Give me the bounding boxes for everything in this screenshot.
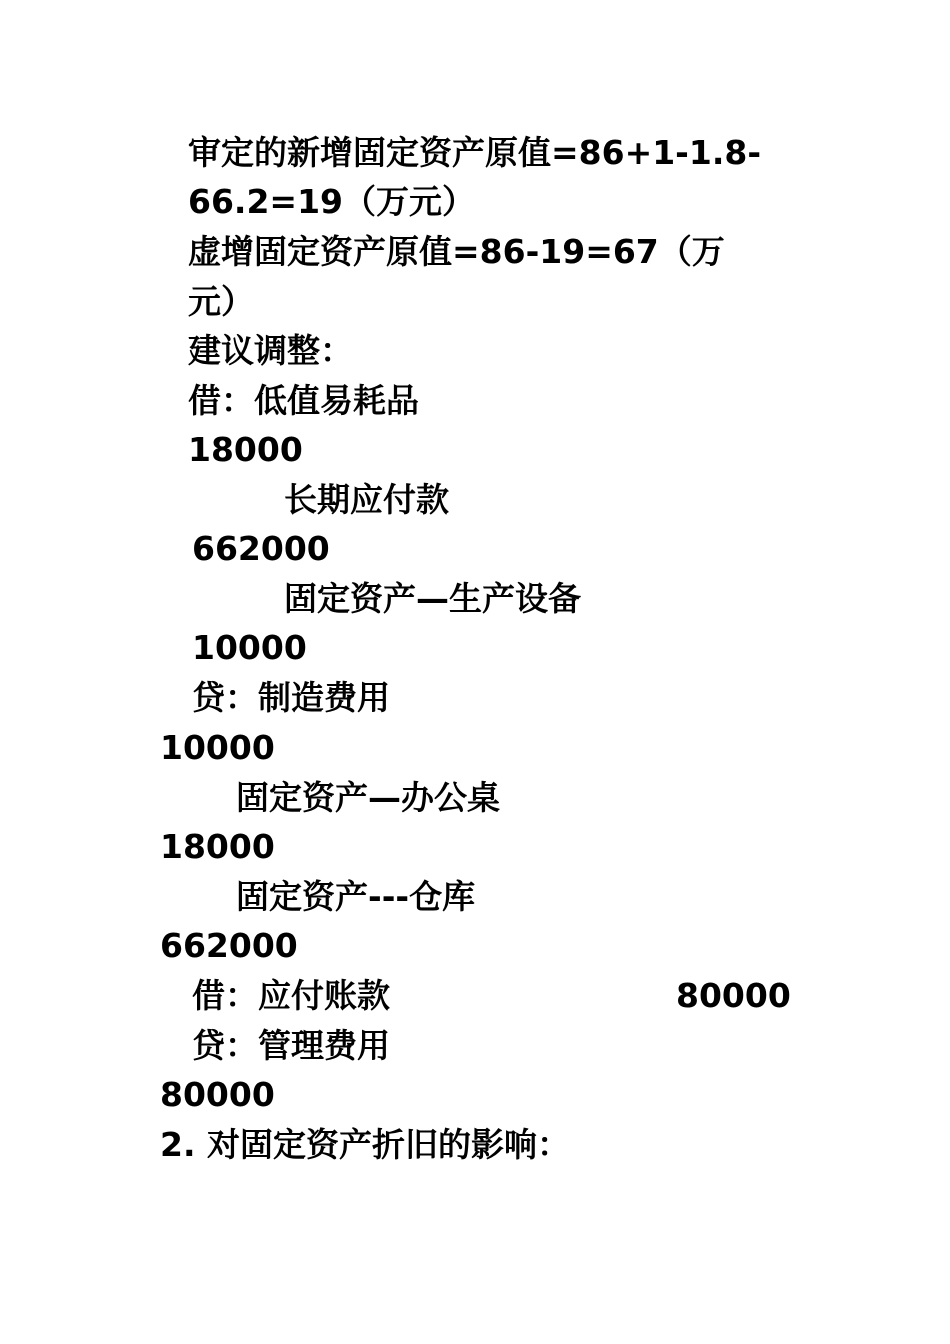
text-line: 固定资产—生产设备 (284, 579, 581, 618)
text-line: 662000 (192, 529, 330, 568)
text-line: 80000 (160, 1075, 275, 1114)
text-line: 10000 (160, 728, 275, 767)
text-line: 元） (188, 282, 254, 321)
text-line: 贷：管理费用 (192, 1026, 390, 1065)
text-line: 固定资产---仓库 (236, 877, 476, 916)
text-line: 66.2=19（万元） (188, 182, 475, 221)
text-line: 长期应付款 (284, 480, 449, 519)
text-line: 借：低值易耗品 (188, 381, 419, 420)
text-line: 建议调整： (188, 331, 353, 370)
text-line: 662000 (160, 926, 298, 965)
section-heading: 2. 对固定资产折旧的影响： (160, 1125, 570, 1164)
text-line: 固定资产—办公桌 (236, 778, 500, 817)
text-line: 贷：制造费用 (192, 678, 390, 717)
text-line: 10000 (192, 628, 307, 667)
amount-value: 80000 (676, 976, 791, 1015)
text-line: 18000 (160, 827, 275, 866)
text-line: 审定的新增固定资产原值=86+1-1.8- (188, 133, 762, 172)
text-line: 借：应付账款 (192, 976, 390, 1015)
text-line: 虚增固定资产原值=86-19=67（万 (188, 232, 725, 271)
text-line: 18000 (188, 430, 303, 469)
